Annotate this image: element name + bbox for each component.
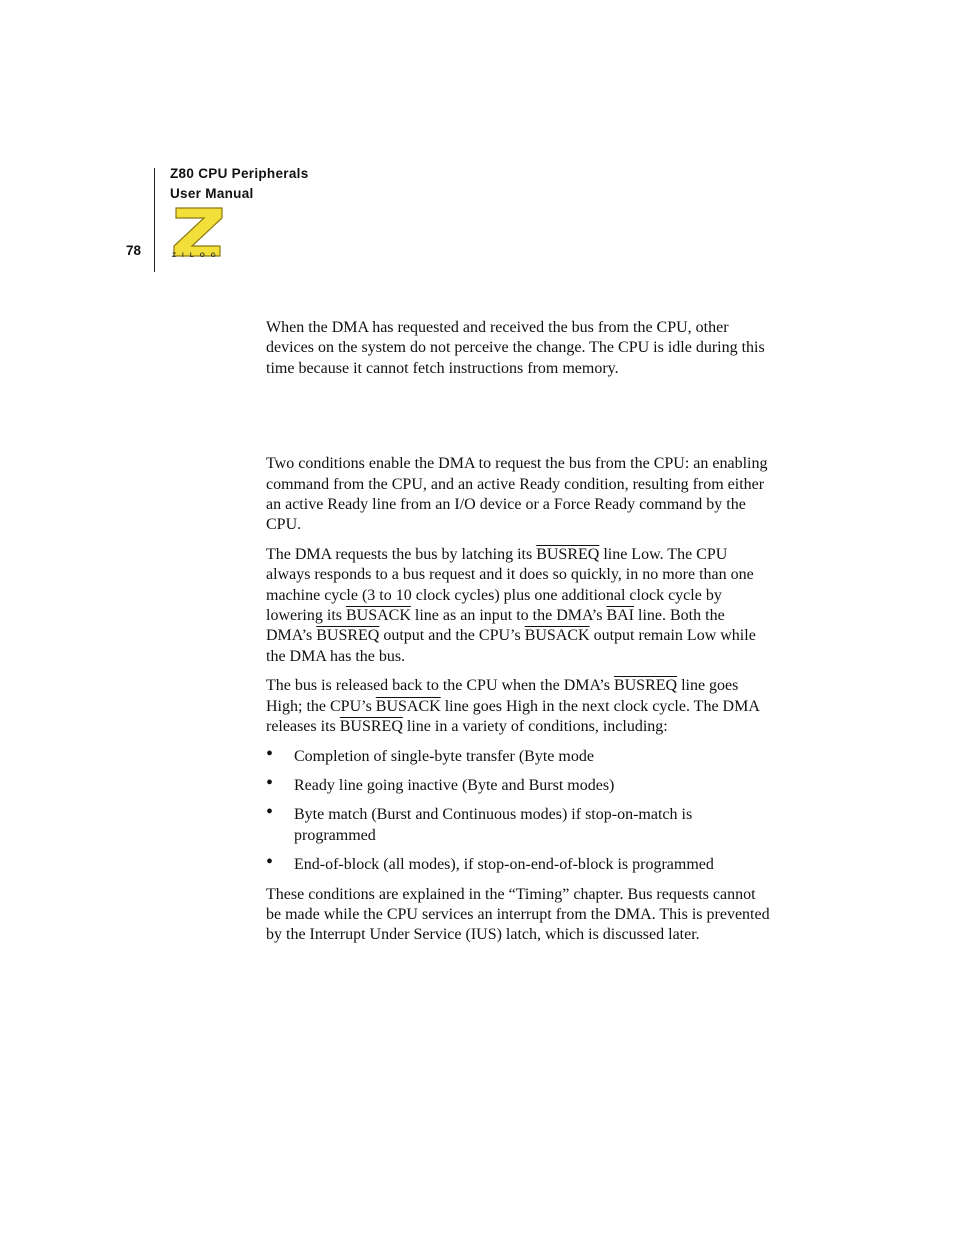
paragraph-3: The DMA requests the bus by latching its BUSREQ line Low. The CPU always responds to a bus request and it does so quickly, in no more than one machine cycle (3 to 10 clock cycles) plus one additional clock cycle by lowering its BUSACK line as an input to the DMA’s $\overline{BAI}$ line. Both the DMA’s BUSREQ output and the CPU’s BUSACK output remain Low while the DMA has the bus. — [266, 545, 756, 665]
paragraph-5: These conditions are explained in the “Timing” chapter. Bus requests cannot be made while the CPU services an interrupt from the DMA. This is prevented by the Interrupt Under Service (IUS) latch, which is discussed later. — [266, 885, 770, 944]
bullet-icon: • — [266, 851, 274, 874]
signal-busreq: BUSREQ — [536, 545, 600, 563]
header-divider — [154, 168, 155, 272]
header-subtitle: User Manual — [170, 186, 254, 201]
list-item: • Byte match (Burst and Continuous modes) if stop-on-match is programmed — [266, 801, 693, 844]
list-item: • Ready line going inactive (Byte and Burst modes) — [266, 771, 615, 794]
list-item: • Completion of single-byte transfer (Byte mode — [266, 742, 594, 765]
logo-wordmark: ZILOG — [172, 252, 222, 259]
signal-busreq: BUSREQ — [339, 718, 403, 736]
section-gap — [266, 388, 772, 454]
signal-busreq: BUSREQ — [613, 677, 678, 695]
signal-busreq: BUSREQ — [316, 627, 380, 645]
bullet-icon: • — [266, 801, 274, 824]
bullet-icon: • — [266, 742, 274, 765]
release-conditions-list — [266, 742, 772, 876]
header-title: Z80 CPU Peripherals — [170, 166, 309, 181]
paragraph-4: The bus is released back to the CPU when the DMA’s BUSREQ line goes High; the CPU’s BUSACK line goes High in the next clock cycle. The DMA releases its BUSREQ line in a variety of conditions, including: — [266, 677, 759, 736]
paragraph-2: Two conditions enable the DMA to request the bus from the CPU: an enabling command from the CPU, and an active Ready condition, resulting from either an active Ready line from an I/O device or a Force Ready command by the CPU. — [266, 455, 768, 534]
page-number: 78 — [126, 243, 142, 258]
list-item: • End-of-block (all modes), if stop-on-end-of-block is programmed — [266, 851, 714, 874]
signal-busack: BUSACK — [346, 607, 411, 625]
paragraph-1: When the DMA has requested and received the bus from the CPU, other devices on the system do not perceive the change. The CPU is idle during this time because it cannot fetch instructions from memory. — [266, 319, 765, 377]
signal-bai: $\overline{BAI}$ — [606, 607, 635, 625]
bullet-icon: • — [266, 771, 274, 794]
signal-busack: BUSACK — [375, 697, 441, 715]
signal-busack: BUSACK — [524, 627, 590, 645]
running-header — [170, 164, 309, 204]
body-text — [266, 318, 772, 955]
